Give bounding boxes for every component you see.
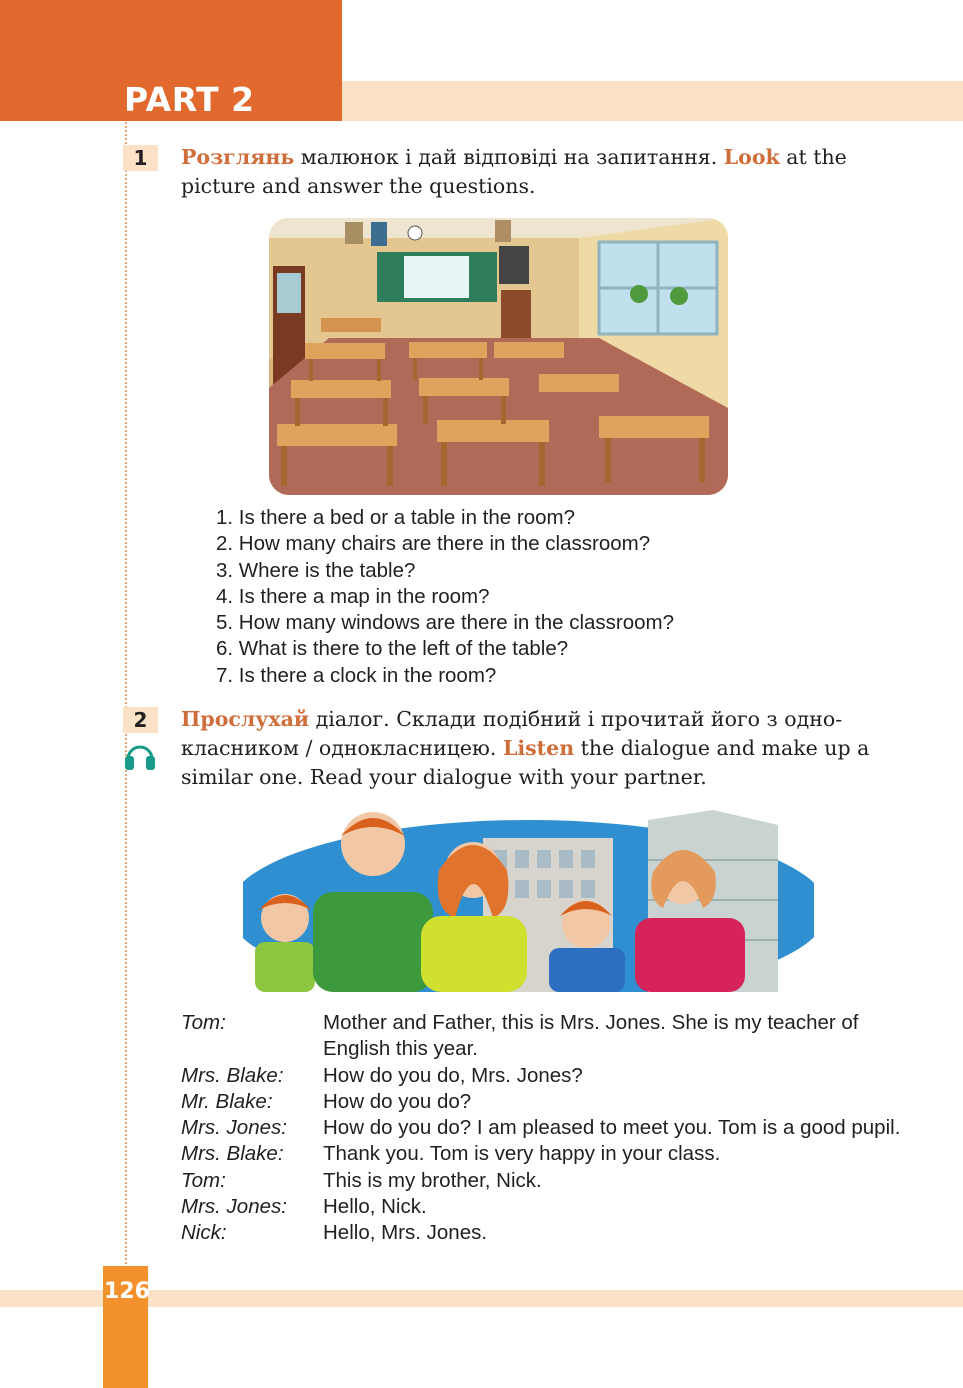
- speaker: Mrs. Jones:: [181, 1195, 287, 1219]
- page-number: 126: [104, 1279, 150, 1304]
- header-strip: [342, 81, 963, 121]
- utterance: How do you do, Mrs. Jones?: [323, 1063, 583, 1087]
- exercise-2-keyword-uk: Прослухай: [181, 707, 310, 731]
- exercise-2-keyword-en: Listen: [502, 736, 575, 760]
- exercise-1-keyword-en: Look: [723, 145, 780, 169]
- utterance: This is my brother, Nick.: [323, 1168, 542, 1192]
- page-title: PART 2: [124, 80, 255, 119]
- question-list: [216, 505, 674, 689]
- dialogue: [181, 1010, 901, 1247]
- exercise-2-text-uk: діалог. Склади подібний і прочитай його з однокласником / однокласницею.: [181, 707, 843, 760]
- speaker: Mrs. Blake:: [181, 1142, 284, 1166]
- dialogue-line: [181, 1194, 901, 1220]
- question-item: 1. Is there a bed or a table in the room?: [216, 506, 575, 529]
- exercise-1-keyword-uk: Розглянь: [181, 145, 295, 169]
- speaker: Mr. Blake:: [181, 1089, 273, 1113]
- speaker: Mrs. Jones:: [181, 1116, 287, 1140]
- question-item: 5. How many windows are there in the classroom?: [216, 611, 675, 635]
- classroom-illustration: [269, 218, 728, 495]
- question-item: 4. Is there a map in the room?: [216, 584, 490, 608]
- question-item: 2. How many chairs are there in the classroom?: [216, 532, 651, 556]
- utterance: Thank you. Tom is very happy in your class.: [323, 1142, 721, 1166]
- exercise-1-text-en: at the picture and answer the questions.: [181, 145, 847, 198]
- dialogue-line: [181, 1220, 901, 1246]
- speaker: Mrs. Blake:: [181, 1063, 284, 1087]
- dialogue-line: [181, 1141, 901, 1167]
- speaker: Tom:: [181, 1011, 226, 1034]
- question-item: 6. What is there to the left of the table?: [216, 637, 569, 661]
- utterance: How do you do? I am pleased to meet you. Tom is a good pupil.: [323, 1116, 901, 1140]
- exercise-2-instruction: [181, 705, 896, 792]
- question-item: 3. Where is the table?: [216, 558, 416, 582]
- dialogue-line: [181, 1010, 901, 1063]
- dialogue-line: [181, 1063, 901, 1089]
- dialogue-line: [181, 1115, 901, 1141]
- utterance: How do you do?: [323, 1089, 472, 1113]
- exercise-2-text-en: the dialogue and make up a similar one. Read your dialogue with your partner.: [181, 736, 870, 789]
- utterance: Hello, Nick.: [323, 1195, 427, 1219]
- exercise-1-instruction: [181, 143, 896, 201]
- speaker: Nick:: [181, 1221, 227, 1245]
- utterance: Mother and Father, this is Mrs. Jones. She is my teacher of English this year.: [323, 1011, 859, 1061]
- dialogue-line: [181, 1168, 901, 1194]
- headphones-icon[interactable]: [123, 741, 157, 776]
- utterance: Hello, Mrs. Jones.: [323, 1221, 488, 1245]
- exercise-1-text-uk: малюнок і дай відповіді на запитання.: [294, 145, 724, 169]
- speaker: Tom:: [181, 1168, 226, 1192]
- exercise-1-number: 1: [123, 145, 158, 171]
- dialogue-line: [181, 1089, 901, 1115]
- family-illustration: [243, 800, 814, 992]
- exercise-2-number: 2: [123, 707, 158, 733]
- question-item: 7. Is there a clock in the room?: [216, 663, 497, 687]
